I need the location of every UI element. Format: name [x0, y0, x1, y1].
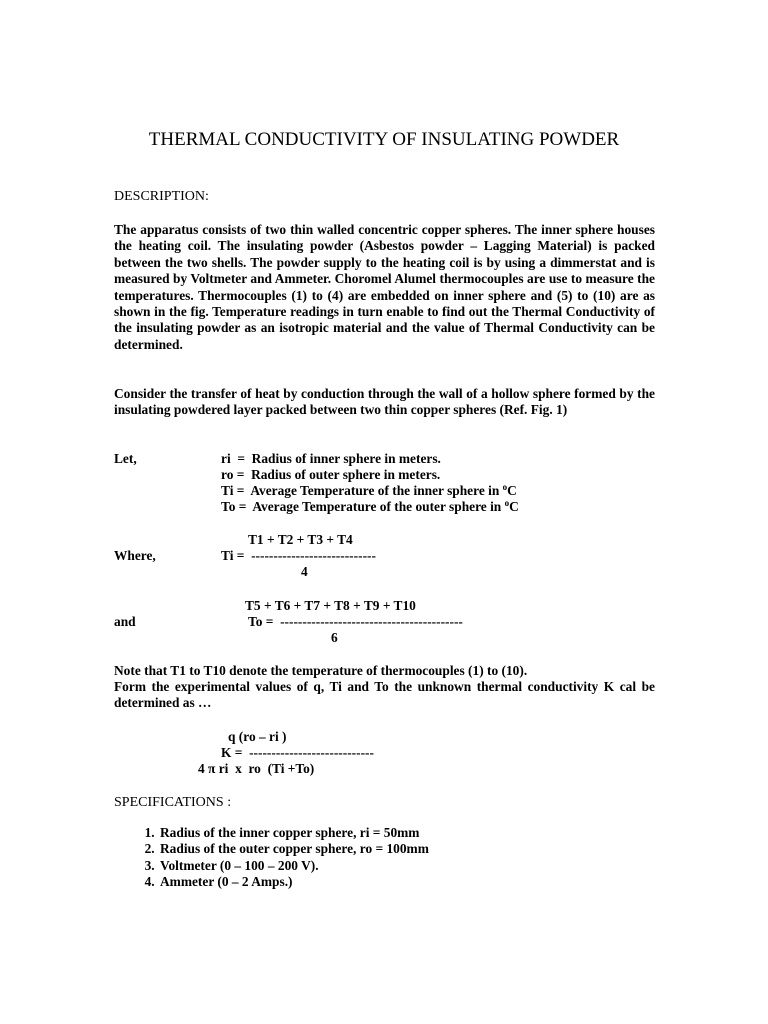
definition-ro: ro = Radius of outer sphere in meters. — [221, 467, 441, 482]
ti-formula-numerator: T1 + T2 + T3 + T4 — [248, 532, 353, 547]
definition-ti — [221, 483, 517, 499]
degree-symbol: o — [502, 482, 508, 492]
specification-item: 3. Voltmeter (0 – 100 – 200 V). — [158, 858, 658, 874]
specification-item: 2. Radius of the outer copper sphere, ro = 100mm — [158, 841, 658, 857]
celsius-unit: C — [507, 483, 517, 498]
ti-formula-lhs: Ti = ---------------------------- — [221, 548, 376, 563]
to-formula-numerator: T5 + T6 + T7 + T8 + T9 + T10 — [245, 598, 416, 613]
ti-formula-denominator: 4 — [301, 564, 308, 579]
note-line-1: Note that T1 to T10 denote the temperature of thermocouples (1) to (10). — [114, 663, 528, 678]
document-title: THERMAL CONDUCTIVITY OF INSULATING POWDER — [148, 129, 620, 150]
let-label: Let, — [114, 451, 137, 466]
specification-item: 4. Ammeter (0 – 2 Amps.) — [158, 874, 658, 890]
degree-symbol: o — [504, 498, 510, 508]
specifications-heading: SPECIFICATIONS : — [114, 795, 232, 810]
definition-to-text: To = Average Temperature of the outer sphere in — [221, 499, 505, 514]
k-formula-denominator: 4 π ri x ro (Ti +To) — [198, 761, 315, 776]
k-formula-numerator: q (ro – ri ) — [228, 729, 287, 744]
to-formula-denominator: 6 — [331, 630, 338, 645]
description-paragraph-2: Consider the transfer of heat by conduction through the wall of a hollow sphere formed by the insulating powdered layer packed between two thin copper spheres (Ref. Fig. 1) — [114, 386, 655, 418]
definition-to — [221, 499, 519, 515]
specifications-list — [114, 825, 658, 891]
definition-ti-text: Ti = Average Temperature of the inner sphere in — [221, 483, 503, 498]
to-formula-lhs: To = ----------------------------------------- — [248, 614, 463, 629]
k-formula-lhs: K = ---------------------------- — [221, 745, 374, 760]
specification-item: 1. Radius of the inner copper sphere, ri = 50mm — [158, 825, 658, 841]
description-paragraph-1: The apparatus consists of two thin walled concentric copper spheres. The inner sphere houses the heating coil. The insulating powder (Asbestos powder – Lagging Material) is packed between the two shells. The powder supply to the heating coil is by using a dimmerstat and is measured by Voltmeter and Ammeter. Choromel Alumel thermocouples are use to measure the temperatures. Thermocouples (1) to (4) are embedded on inner sphere and (5) to (10) are as shown in the fig. Temperature readings in turn enable to find out the Thermal Conductivity of the insulating powder as an isotropic material and the value of Thermal Conductivity can be determined. — [114, 222, 655, 352]
description-heading: DESCRIPTION: — [114, 189, 209, 204]
where-label: Where, — [114, 548, 156, 563]
note-line-2: Form the experimental values of q, Ti and To the unknown thermal conductivity K cal be determined as … — [114, 679, 655, 711]
definition-ri: ri = Radius of inner sphere in meters. — [221, 451, 441, 466]
and-label: and — [114, 614, 136, 629]
celsius-unit: C — [509, 499, 519, 514]
